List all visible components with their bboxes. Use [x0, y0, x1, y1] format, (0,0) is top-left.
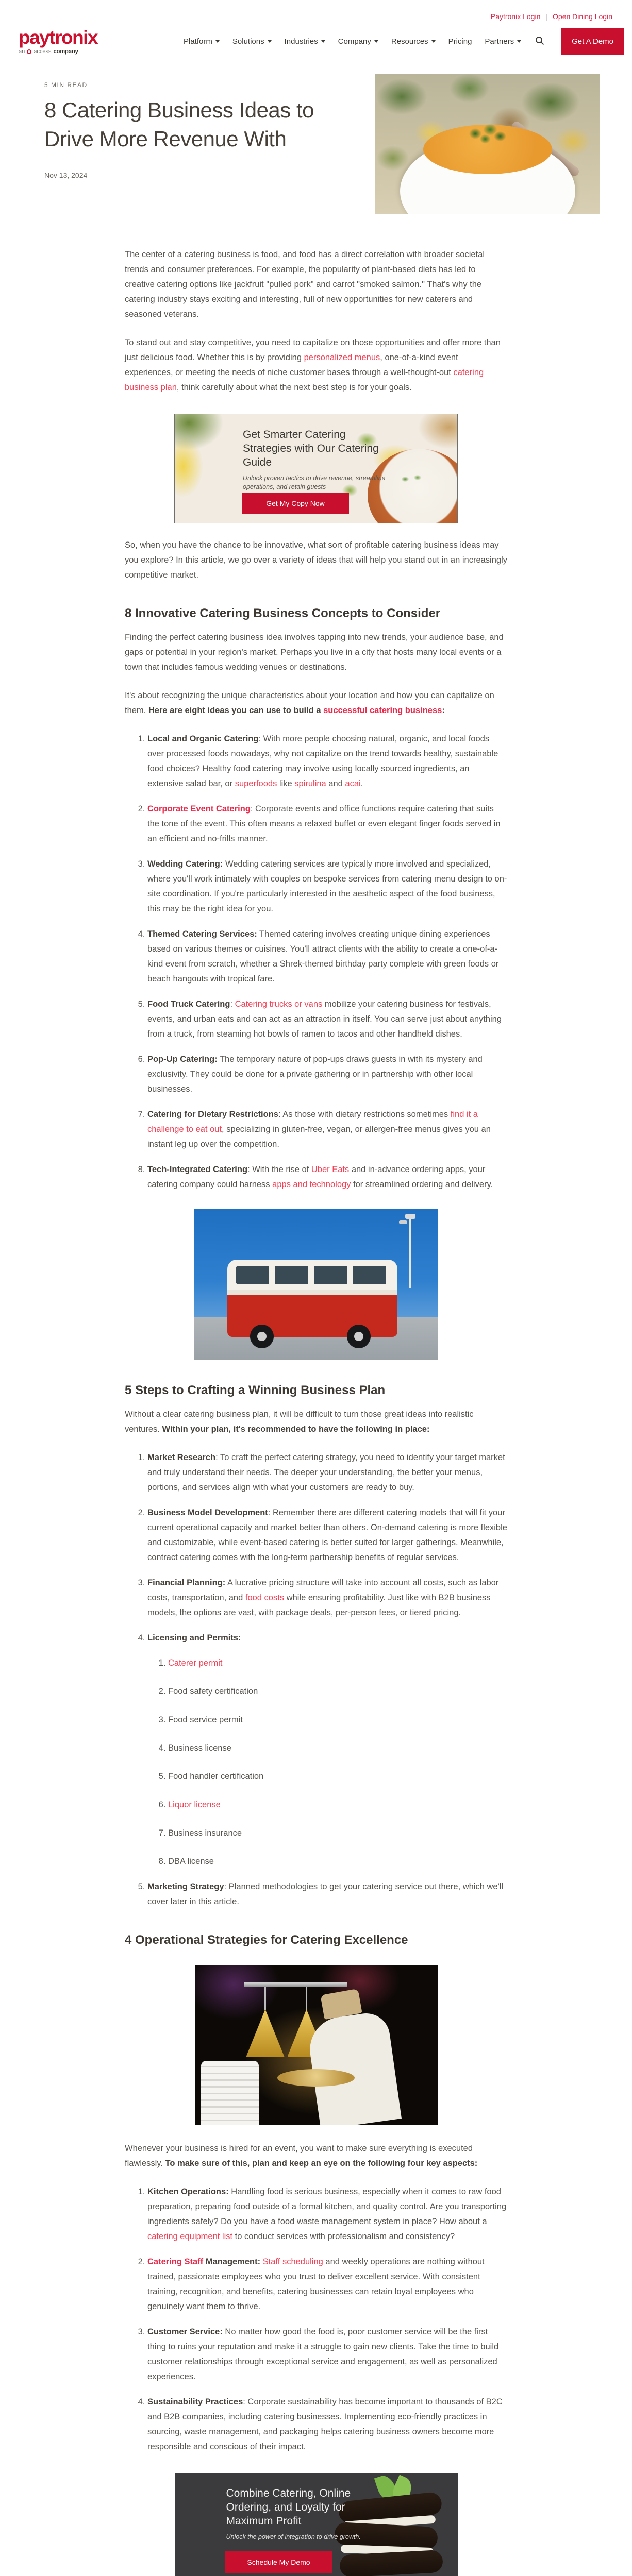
chevron-down-icon	[431, 40, 436, 43]
sub-list-item	[168, 1741, 507, 1756]
utility-link-open-dining-login[interactable]: Open Dining Login	[553, 12, 612, 21]
nav-item-label: Pricing	[448, 37, 472, 46]
list-item	[147, 1107, 507, 1152]
street-lamp-head-shape	[405, 1214, 415, 1219]
inline-link[interactable]: personalized menus	[304, 353, 380, 362]
nav-item-platform[interactable]	[184, 37, 220, 46]
list-item	[147, 1162, 507, 1192]
cookie-shape	[339, 2550, 443, 2576]
banner-heading: Combine Catering, Online Ordering, and Loyalty for Maximum Profit	[226, 2487, 351, 2527]
text-run: : Corporate sustainability has become important to thousands of B2C and B2B companies, including catering businesses. Implementing eco-friendly practices in sourcing, waste management, and packaging helps catering business owners become more responsible and conscious of their impact.	[147, 2397, 503, 2451]
main-nav	[184, 28, 624, 55]
paytronix-logo[interactable]	[19, 28, 97, 55]
paragraph	[125, 247, 507, 322]
text-run: Catering for Dietary Restrictions	[147, 1110, 278, 1119]
article-hero-text	[44, 74, 351, 214]
text-run: : As those with dietary restrictions sometimes	[278, 1110, 451, 1119]
text-run: and weekly operations are nothing without trained, passionate employees who you trust to deliver excellent service. With consistent training, recognition, and benefits, catering businesses can retain loyal employees who genuinely want them to thrive.	[147, 2257, 485, 2311]
list-item	[147, 1450, 507, 1495]
text-run: Marketing Strategy	[147, 1882, 224, 1891]
text-run: Market Research	[147, 1453, 216, 1462]
nav-item-company[interactable]	[338, 37, 378, 46]
inline-link[interactable]: food costs	[245, 1593, 285, 1602]
text-run: Whenever your business is hired for an event, you want to make sure everything is executed flawlessly.	[125, 2144, 473, 2168]
catering-guide-banner[interactable]	[174, 414, 458, 523]
inline-link[interactable]: find it a challenge to eat out	[147, 1110, 478, 1134]
text-run: Food safety certification	[168, 1687, 258, 1696]
text-run: :	[442, 706, 445, 715]
text-run: for streamlined ordering and delivery.	[351, 1180, 493, 1189]
paragraph	[125, 2141, 507, 2171]
hero-food-image	[375, 74, 600, 214]
text-run: So, when you have the chance to be innovative, what sort of profitable catering business ideas may you explore? In this article, we go over a variety of ideas that will help you stand out in an increasingly competitive market.	[125, 540, 507, 580]
food-truck-image	[194, 1209, 438, 1360]
text-run: Wedding Catering:	[147, 859, 223, 869]
list-item	[147, 802, 507, 846]
section-heading-concepts: 8 Innovative Catering Business Concepts to Consider	[125, 606, 441, 620]
banner-heading: Get Smarter Catering Strategies with Our Catering Guide	[243, 429, 379, 468]
text-run: Food Truck Catering	[147, 999, 230, 1009]
text-run: Business license	[168, 1743, 231, 1753]
inline-link[interactable]: successful catering business	[323, 706, 442, 715]
parsley-shape	[463, 122, 512, 148]
text-run: Kitchen Operations:	[147, 2187, 229, 2196]
chevron-down-icon	[215, 40, 220, 43]
list-item	[147, 1505, 507, 1565]
list-item	[147, 2395, 507, 2454]
text-run: and in-advance ordering apps, your catering company could harness	[147, 1165, 486, 1189]
text-run: Here are eight ideas you can use to build a	[148, 706, 324, 715]
sub-list-item	[168, 1854, 507, 1869]
inline-link[interactable]: catering business plan	[125, 368, 484, 392]
gold-tray-shape	[277, 2069, 355, 2087]
text-run: Sustainability Practices	[147, 2397, 243, 2406]
logo-tagline	[19, 49, 97, 55]
utility-divider: |	[545, 12, 548, 21]
text-run: Business Model Development	[147, 1508, 268, 1517]
text-run: Handling food is serious business, especially when it comes to raw food preparation, preparing food outside of a formal kitchen, and quality control. Are you transporting ingredients safely? Do you have a food waste management system in place? How about a	[147, 2187, 507, 2226]
paragraph	[125, 1407, 507, 1437]
page-title: 8 Catering Business Ideas to Drive More Revenue With	[44, 98, 314, 151]
list-item	[147, 927, 507, 987]
inline-link[interactable]: spirulina	[294, 779, 326, 788]
paragraph	[125, 688, 507, 718]
inline-link[interactable]: Catering trucks or vans	[235, 999, 323, 1009]
nav-item-label: Platform	[184, 37, 212, 46]
access-ring-icon	[27, 49, 31, 54]
text-run: Business insurance	[168, 1828, 242, 1838]
inline-link[interactable]: Corporate Event Catering	[147, 804, 251, 814]
inline-link[interactable]: Uber Eats	[311, 1165, 350, 1174]
text-run: The temporary nature of pop-ups draws guests in with its mystery and exclusivity. They could be done for a private gathering or in partnership with other local businesses.	[147, 1055, 483, 1094]
list-item	[147, 732, 507, 791]
schedule-my-demo-button[interactable]: Schedule My Demo	[225, 2551, 332, 2573]
tagline-company: company	[53, 48, 78, 55]
chevron-down-icon	[374, 40, 378, 43]
text-run: To stand out and stay competitive, you need to capitalize on those opportunities and offer more than just delicious food. Whether this is by providing	[125, 338, 501, 362]
nav-item-label: Industries	[284, 37, 318, 46]
list-item	[147, 2255, 507, 2314]
lamp-bar-shape	[244, 1982, 347, 1987]
inline-link[interactable]: Caterer permit	[168, 1658, 223, 1668]
nav-item-label: Resources	[391, 37, 428, 46]
sub-list	[147, 1656, 507, 1869]
list-item	[147, 1631, 507, 1869]
article-hero	[0, 63, 632, 214]
text-run: Management:	[203, 2257, 261, 2266]
text-run: No matter how good the food is, poor customer service will be the first thing to ruins your reputation and make it a struggle to gain new clients. Take the time to build customer relationships through exceptional service and engagement, as well as personalized experiences.	[147, 2327, 499, 2381]
text-run: , specializing in gluten-free, vegan, or allergen-free menus gives you an instant leg up over the competition.	[147, 1125, 491, 1149]
sub-list-item	[168, 1798, 507, 1812]
text-run: Tech-Integrated Catering	[147, 1165, 248, 1174]
text-run: Themed catering involves creating unique dining experiences based on various themes or cuisines. You'll attract clients with the ability to create a one-of-a-kind event from scratch, whether a Shrek-themed birthday party complete with green foods or beach hangouts with tropical fare.	[147, 929, 499, 984]
paragraph	[125, 335, 507, 395]
truck-stripe-shape	[227, 1290, 397, 1295]
paragraph	[125, 538, 507, 583]
article-body	[125, 214, 507, 2576]
text-run: Themed Catering Services:	[147, 929, 257, 939]
text-run: : To craft the perfect catering strategy, you need to identify your target market and truly understand their needs. The deeper your understanding, the better your menus, portions, and services align with what your customers are ready to buy.	[147, 1453, 505, 1492]
nav-item-resources[interactable]	[391, 37, 436, 46]
paragraph	[125, 630, 507, 675]
plate-stack-shape	[201, 2061, 259, 2125]
text-run: , think carefully about what the next best step is for your goals.	[176, 383, 412, 392]
text-run: : With more people choosing natural, organic, and local foods over processed foods nowadays, why not capitalize on the trend towards healthy, sustainable food choices? Healthy food catering may involve using locally sourced ingredients, an extensive salad bar, or	[147, 734, 498, 788]
operations-list	[125, 2184, 507, 2454]
text-run: and	[326, 779, 345, 788]
text-run: The center of a catering business is food, and food has a direct correlation with broader societal trends and consumer preferences. For example, the popularity of plant-based diets has led to creative catering options like jackfruit "pulled pork" and carrot "smoked salmon." That's why the catering industry stays exciting and interesting, full of new opportunities for new caterers and seasoned veterans.	[125, 250, 485, 319]
utility-bar	[0, 0, 632, 22]
text-run: Financial Planning:	[147, 1578, 226, 1587]
text-run: , one-of-a-kind event experiences, or meeting the needs of niche customer bases through a well-thought-out	[125, 353, 458, 377]
truck-shape	[227, 1260, 397, 1337]
text-run: A lucrative pricing structure will take into account all costs, such as labor costs, transportation, and	[147, 1578, 499, 1602]
nav-item-label: Solutions	[232, 37, 264, 46]
section-heading-operations: 4 Operational Strategies for Catering Excellence	[125, 1933, 408, 1947]
nav-item-solutions[interactable]	[232, 37, 272, 46]
truck-windows-shape	[236, 1266, 389, 1284]
text-run: while ensuring profitability. Just like with B2B business models, the options are vast, with package deals, per-person fees, or tiered pricing.	[147, 1593, 491, 1617]
list-item	[147, 2325, 507, 2384]
inline-link[interactable]: Liquor license	[168, 1800, 221, 1809]
banner-subtext: Unlock proven tactics to drive revenue, streamline operations, and retain guests	[243, 474, 386, 490]
text-run: Food handler certification	[168, 1772, 264, 1781]
inline-link[interactable]: Catering Staff	[147, 2257, 204, 2266]
text-run: Without a clear catering business plan, it will be difficult to turn those great ideas into realistic ventures.	[125, 1410, 474, 1434]
chevron-down-icon	[268, 40, 272, 43]
logo-wordmark[interactable]: paytronix	[19, 27, 98, 48]
text-run: like	[277, 779, 295, 788]
truck-wheel-shape	[347, 1325, 371, 1348]
inline-link[interactable]: apps and technology	[272, 1180, 351, 1189]
text-run: mobilize your catering business for festivals, events, and urban eats and can act as an attraction in itself. You can serve just about anything from a truck, from steaming hot bowls of ramen to tacos and other handheld dishes.	[147, 999, 502, 1039]
lamp-rod-shape	[306, 1987, 307, 2010]
text-run: to conduct services with professionalism and consistency?	[232, 2232, 455, 2241]
sub-list-item	[168, 1769, 507, 1784]
nav-item-partners[interactable]	[485, 37, 521, 46]
heat-lamp-shape	[246, 2009, 285, 2057]
concepts-list	[125, 732, 507, 1192]
text-run: :	[230, 999, 235, 1009]
publish-date: Nov 13, 2024	[44, 171, 88, 179]
text-run: Finding the perfect catering business idea involves tapping into new trends, your audience base, and gaps or potential in your region's market. Perhaps you live in a city that hosts many local events or a town that includes famous wedding venues or destinations.	[125, 633, 504, 672]
street-lamp-shape	[409, 1216, 411, 1288]
lamp-rod-shape	[264, 1987, 266, 2010]
sub-list-item	[168, 1713, 507, 1727]
text-run: Customer Service:	[147, 2327, 223, 2336]
list-item	[147, 997, 507, 1042]
text-run: : With the rise of	[247, 1165, 311, 1174]
list-item	[147, 1575, 507, 1620]
sub-list-item	[168, 1826, 507, 1841]
inline-link[interactable]: acai	[345, 779, 361, 788]
get-a-demo-button[interactable]: Get A Demo	[561, 28, 624, 55]
text-run: Licensing and Permits:	[147, 1633, 241, 1642]
inline-link[interactable]: Staff scheduling	[262, 2257, 323, 2266]
inline-link[interactable]: catering equipment list	[147, 2232, 233, 2241]
text-run: Within your plan, it's recommended to have the following in place:	[162, 1425, 430, 1434]
text-run: : Remember there are different catering models that will fit your current operational capacity and market better than others. On-demand catering is more flexible and customizable, while event-based catering is better suited for larger gatherings. Meanwhile, contract catering comes with the long-term partnership benefits of regular services.	[147, 1508, 507, 1562]
section-heading-steps: 5 Steps to Crafting a Winning Business Plan	[125, 1383, 386, 1397]
chevron-down-icon	[517, 40, 521, 43]
text-run: .	[360, 779, 363, 788]
demo-banner[interactable]	[175, 2473, 458, 2576]
get-my-copy-button[interactable]: Get My Copy Now	[242, 493, 349, 514]
text-run: Wedding catering services are typically more involved and specialized, where you'll work intimately with couples on bespoke services from catering menu design to on-site coordination. If you're particularly interested in the aesthetic aspect of the food business, this may be the right idea for you.	[147, 859, 507, 913]
banner-subtext: Unlock the power of integration to drive growth.	[226, 2533, 361, 2540]
sub-list-item	[168, 1684, 507, 1699]
tagline-an: an	[19, 48, 25, 55]
text-run: DBA license	[168, 1857, 214, 1866]
text-run: Pop-Up Catering:	[147, 1055, 218, 1064]
list-item	[147, 857, 507, 917]
nav-item-label: Company	[338, 37, 371, 46]
text-run: : Planned methodologies to get your catering service out there, which we'll cover later in this article.	[147, 1882, 504, 1906]
read-time-label: 5 MIN READ	[44, 81, 88, 89]
sub-list-item	[168, 1656, 507, 1671]
text-run: It's about recognizing the unique characteristics about your location and how you can capitalize on them.	[125, 691, 494, 715]
chevron-down-icon	[321, 40, 325, 43]
text-run: To make sure of this, plan and keep an eye on the following four key aspects:	[165, 2159, 478, 2168]
list-item	[147, 2184, 507, 2244]
nav-item-industries[interactable]	[285, 37, 325, 46]
chef-shape	[306, 2010, 402, 2125]
tagline-access: access	[34, 48, 52, 55]
text-run: Local and Organic Catering	[147, 734, 259, 743]
inline-link[interactable]: superfoods	[235, 779, 277, 788]
steps-list	[125, 1450, 507, 1909]
nav-item-label: Partners	[485, 37, 514, 46]
list-item	[147, 1052, 507, 1097]
utility-link-paytronix-login[interactable]: Paytronix Login	[490, 12, 541, 21]
truck-wheel-shape	[250, 1325, 274, 1348]
text-run: : Corporate events and office functions require catering that suits the tone of the event. This often means a relaxed buffet or even elegant finger foods served in an efficient and no-frills manner.	[147, 804, 501, 843]
street-lamp-head-shape	[399, 1220, 407, 1224]
search-icon[interactable]	[534, 36, 545, 47]
list-item	[147, 1879, 507, 1909]
buffet-image	[195, 1965, 438, 2125]
text-run: Food service permit	[168, 1715, 243, 1724]
site-header	[0, 22, 632, 63]
nav-item-pricing[interactable]	[448, 37, 472, 46]
